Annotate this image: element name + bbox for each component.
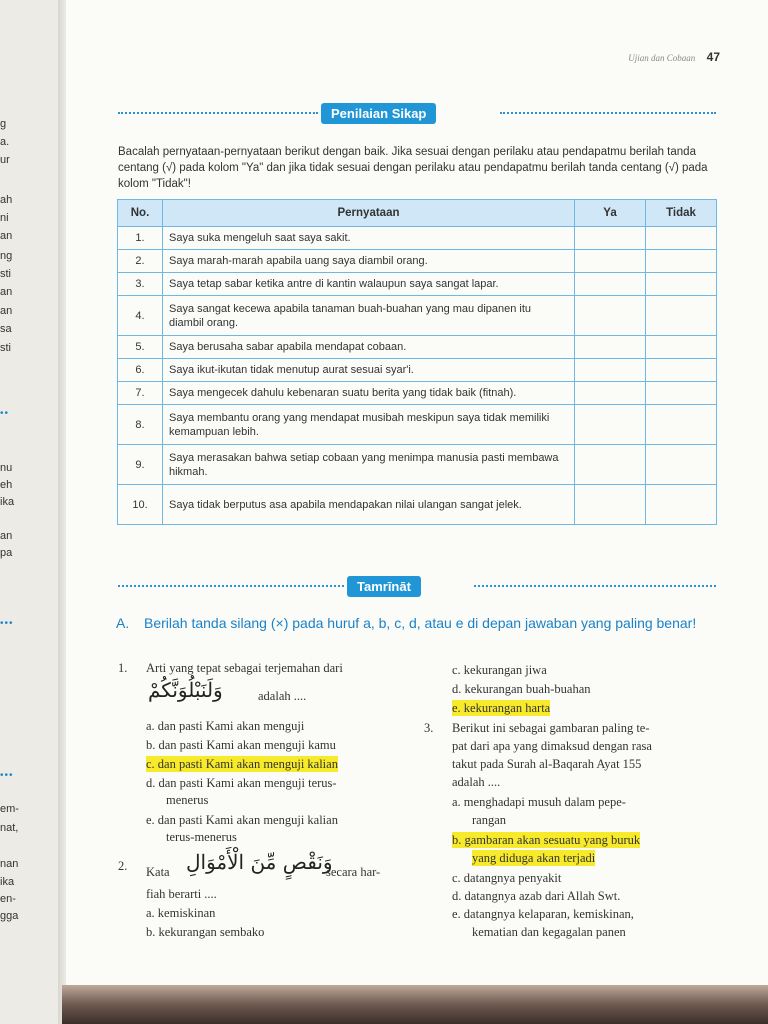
option-b-continued: yang diduga akan terjadi (472, 851, 596, 865)
option-a-continued: rangan (472, 813, 507, 827)
prev-fragment: nu (0, 462, 13, 474)
prev-fragment: an (0, 286, 13, 298)
option-d[interactable]: d. datangnya azab dari Allah Swt. (452, 889, 621, 903)
table-row (118, 250, 717, 273)
prev-fragment: ni (0, 212, 9, 224)
no-checkbox-cell[interactable] (646, 296, 717, 336)
option-b[interactable]: b. kekurangan sembako (146, 925, 265, 939)
row-statement: Saya tidak berputus asa apabila mendapakan nilai ulangan sangat jelek. (163, 485, 575, 525)
question-stem: fiah berarti .... (146, 887, 217, 901)
row-statement: Saya membantu orang yang mendapat musibah meskipun saya tidak memiliki kemampuan lebih. (163, 405, 575, 445)
option-a[interactable]: a. kemiskinan (146, 906, 216, 920)
prev-fragment: sti (0, 342, 11, 354)
option-e-continued: kematian dan kegagalan panen (472, 925, 626, 939)
questions-right-column (424, 660, 716, 960)
arabic-phrase (186, 850, 333, 874)
row-statement: Saya merasakan bahwa setiap cobaan yang menimpa manusia pasti membawa hikmah. (163, 445, 575, 485)
row-number: 3. (118, 273, 163, 296)
prev-fragment: a. (0, 136, 10, 148)
table-row (118, 445, 717, 485)
row-statement: Saya mengecek dahulu kebenaran suatu berita yang tidak baik (fitnah). (163, 382, 575, 405)
table-header-row (118, 200, 717, 227)
yes-checkbox-cell[interactable] (575, 405, 646, 445)
yes-checkbox-cell[interactable] (575, 445, 646, 485)
prev-fragment: sa (0, 323, 12, 335)
option-d-continued: menerus (166, 793, 209, 807)
header-statement: Pernyataan (163, 200, 575, 227)
row-number: 6. (118, 359, 163, 382)
row-number: 1. (118, 227, 163, 250)
option-e[interactable]: e. dan pasti Kami akan menguji kalian (146, 813, 338, 827)
part-a-instruction (116, 613, 716, 633)
option-c[interactable]: c. kekurangan jiwa (452, 663, 547, 677)
no-checkbox-cell[interactable] (646, 359, 717, 382)
prev-dots: ••• (0, 618, 14, 629)
arabic-text: وَنَقْصٍ مِّنَ الْأَمْوَالِ (186, 850, 333, 874)
previous-page-edge (0, 0, 62, 1024)
option-e-continued: terus-menerus (166, 830, 237, 844)
prev-fragment: eh (0, 479, 13, 491)
row-statement: Saya sangat kecewa apabila tanaman buah-buahan yang mau dipanen itu diambil orang. (163, 296, 575, 336)
section-title-penilaian-sikap (321, 103, 436, 124)
yes-checkbox-cell[interactable] (575, 382, 646, 405)
section-divider-left (118, 585, 344, 587)
section-title-tamrinat (347, 576, 421, 597)
prev-fragment: gga (0, 910, 19, 922)
question-stem: Kata (146, 865, 170, 879)
question-stem: takut pada Surah al-Baqarah Ayat 155 (452, 757, 642, 771)
prev-fragment: em- (0, 803, 19, 815)
option-c[interactable]: c. datangnya penyakit (452, 871, 562, 885)
option-a[interactable]: a. menghadapi musuh dalam pepe- (452, 795, 626, 809)
chapter-title: Ujian dan Cobaan (628, 53, 696, 63)
part-letter: A. (116, 615, 130, 631)
questions-left-column (118, 660, 410, 960)
prev-fragment: ng (0, 250, 13, 262)
prev-dots: ••• (0, 770, 14, 781)
prev-fragment: sti (0, 268, 11, 280)
row-statement: Saya ikut-ikutan tidak menutup aurat sesuai syar'i. (163, 359, 575, 382)
prev-fragment: an (0, 530, 13, 542)
prev-fragment: en- (0, 893, 16, 905)
table-row (118, 485, 717, 525)
table-row (118, 382, 717, 405)
no-checkbox-cell[interactable] (646, 273, 717, 296)
no-checkbox-cell[interactable] (646, 250, 717, 273)
table-row (118, 405, 717, 445)
option-b-highlighted[interactable]: b. gambaran akan sesuatu yang buruk (452, 833, 641, 847)
option-a[interactable]: a. dan pasti Kami akan menguji (146, 719, 305, 733)
question-number: 3. (424, 721, 434, 735)
row-number: 10. (118, 485, 163, 525)
section-title-text: Penilaian Sikap (331, 106, 427, 121)
question-stem: pat dari apa yang dimaksud dengan rasa (452, 739, 652, 753)
arabic-word (148, 678, 223, 702)
section-title-text: Tamrīnāt (357, 579, 411, 594)
row-statement: Saya suka mengeluh saat saya sakit. (163, 227, 575, 250)
row-statement: Saya berusaha sabar apabila mendapat cobaan. (163, 336, 575, 359)
option-e-highlighted[interactable]: e. kekurangan harta (452, 701, 551, 715)
table-row (118, 336, 717, 359)
no-checkbox-cell[interactable] (646, 382, 717, 405)
prev-fragment: an (0, 230, 13, 242)
attitude-instruction: Bacalah pernyataan-pernyataan berikut dengan baik. Jika sesuai dengan perilaku atau pendapatmu berilah tanda centang (√) pada kolom "Ya" dan jika tidak sesuai dengan perilaku atau pendapatmu berilah tanda centang (√) pada kolom "Tidak"! (118, 146, 708, 190)
prev-fragment: nan (0, 858, 19, 870)
header-no-answer: Tidak (646, 200, 717, 227)
row-statement: Saya marah-marah apabila uang saya diambil orang. (163, 250, 575, 273)
table-row (118, 359, 717, 382)
table-row (118, 227, 717, 250)
yes-checkbox-cell[interactable] (575, 336, 646, 359)
row-number: 9. (118, 445, 163, 485)
question-number: 2. (118, 859, 128, 873)
section-divider-right (474, 585, 716, 587)
yes-checkbox-cell[interactable] (575, 359, 646, 382)
prev-fragment: nat, (0, 822, 19, 834)
part-instruction-text: Berilah tanda silang (×) pada huruf a, b, c, d, atau e di depan jawaban yang paling benar! (144, 615, 697, 631)
row-number: 4. (118, 296, 163, 336)
row-number: 7. (118, 382, 163, 405)
prev-fragment: pa (0, 547, 13, 559)
attitude-table (117, 199, 717, 525)
prev-fragment: ah (0, 194, 13, 206)
row-number: 2. (118, 250, 163, 273)
page-number: 47 (706, 50, 720, 64)
row-statement: Saya tetap sabar ketika antre di kantin walaupun saya sangat lapar. (163, 273, 575, 296)
header-yes: Ya (575, 200, 646, 227)
option-c-highlighted[interactable]: c. dan pasti Kami akan menguji kalian (146, 757, 338, 771)
question-stem: Arti yang tepat sebagai terjemahan dari (146, 661, 343, 675)
no-checkbox-cell[interactable] (646, 227, 717, 250)
row-number: 5. (118, 336, 163, 359)
question-number: 1. (118, 661, 128, 675)
question-stem: adalah .... (258, 689, 307, 703)
prev-fragment: ika (0, 496, 15, 508)
page-bottom-shadow (62, 985, 768, 1024)
option-e[interactable]: e. datangnya kelaparan, kemiskinan, (452, 907, 634, 921)
yes-checkbox-cell[interactable] (575, 227, 646, 250)
yes-checkbox-cell[interactable] (575, 485, 646, 525)
option-d[interactable]: d. dan pasti Kami akan menguji terus- (146, 776, 337, 790)
yes-checkbox-cell[interactable] (575, 273, 646, 296)
no-checkbox-cell[interactable] (646, 485, 717, 525)
question-stem: Berikut ini sebagai gambaran paling te- (452, 721, 650, 735)
prev-fragment: ur (0, 154, 10, 166)
prev-fragment: an (0, 305, 13, 317)
section-divider-left (118, 112, 318, 114)
option-b[interactable]: b. dan pasti Kami akan menguji kamu (146, 738, 336, 752)
prev-dots: •• (0, 408, 10, 419)
prev-fragment: g (0, 118, 7, 130)
row-number: 8. (118, 405, 163, 445)
no-checkbox-cell[interactable] (646, 445, 717, 485)
table-row (118, 273, 717, 296)
yes-checkbox-cell[interactable] (575, 250, 646, 273)
section-divider-right (500, 112, 716, 114)
yes-checkbox-cell[interactable] (575, 296, 646, 336)
option-d[interactable]: d. kekurangan buah-buahan (452, 682, 591, 696)
question-stem: adalah .... (452, 775, 501, 789)
no-checkbox-cell[interactable] (646, 405, 717, 445)
prev-fragment: ika (0, 876, 15, 888)
question-stem: secara har- (326, 865, 381, 879)
page-header (628, 50, 720, 64)
header-no: No. (118, 200, 163, 227)
no-checkbox-cell[interactable] (646, 336, 717, 359)
table-row (118, 296, 717, 336)
arabic-text: وَلَنَبْلُوَنَّكُمْ (148, 678, 223, 702)
